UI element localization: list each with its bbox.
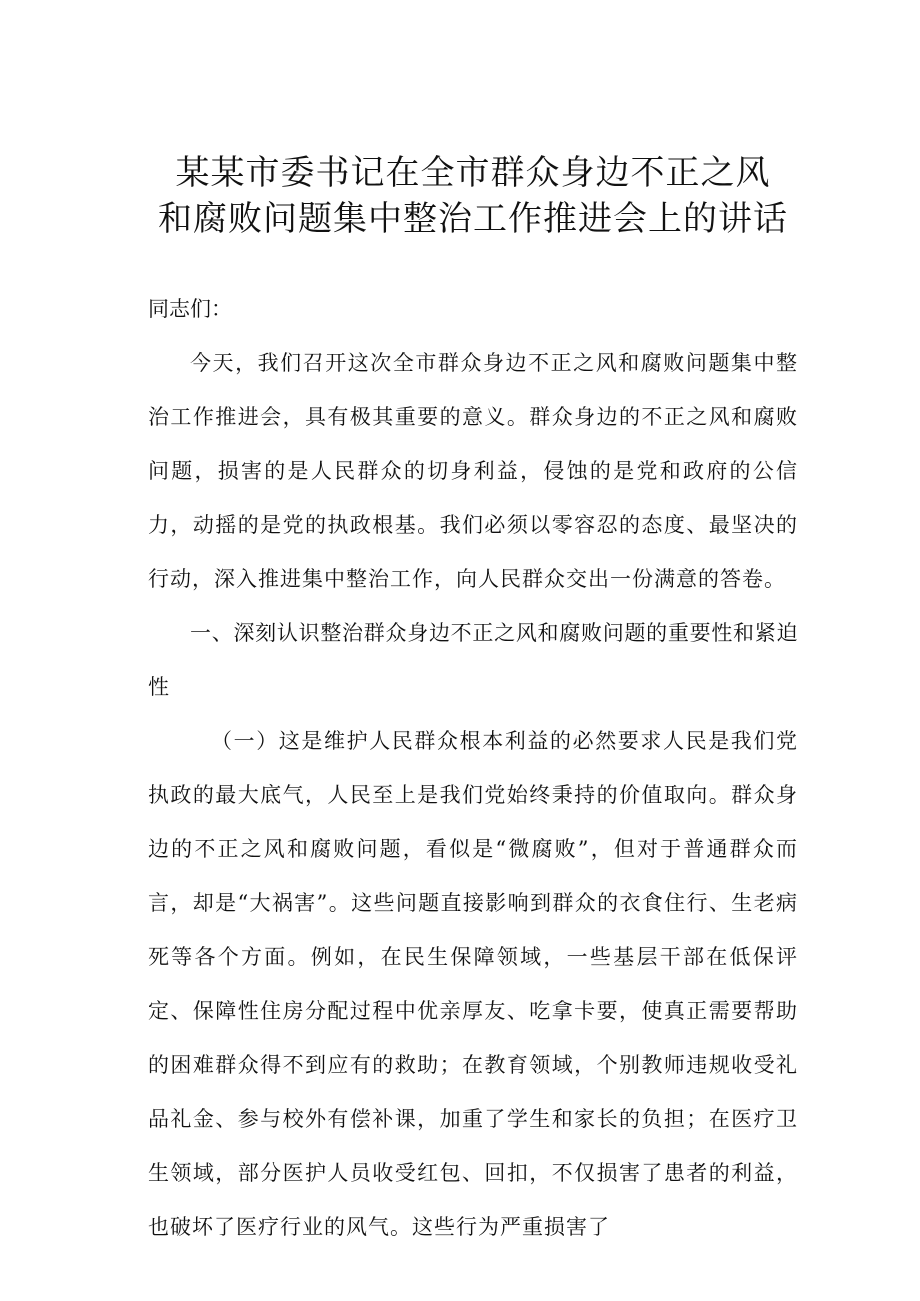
section-1-paragraph-1: （一）这是维护人民群众根本利益的必然要求人民是我们党执政的最大底气，人民至上是我们党始终秉持的价值取向。群众身边的不正之风和腐败问题，看似是“微腐败”，但对于普通群众而言，却是“大祸害”。这些问题直接影响到群众的衣食住行、生老病死等各个方面。例如，在民生保障领域，一些基层干部在低保评定、保障性住房分配过程中优亲厚友、吃拿卡要，使真正需要帮助的困难群众得不到应有的救助；在教育领域，个别教师违规收受礼品礼金、参与校外有偿补课，加重了学生和家长的负担；在医疗卫生领域，部分医护人员收受红包、回扣，不仅损害了患者的利益，也破坏了医疗行业的风气。这些行为严重损害了 (148, 729, 798, 1239)
section-heading-1: 一、深刻认识整治群众身边不正之风和腐败问题的重要性和紧迫性 (148, 621, 798, 699)
title-line-1: 某某市委书记在全市群众身边不正之风 (175, 153, 771, 193)
document-title (148, 150, 798, 242)
title-line-2: 和腐败问题集中整治工作推进会上的讲话 (158, 199, 788, 239)
intro-paragraph: 今天，我们召开这次全市群众身边不正之风和腐败问题集中整治工作推进会，具有极其重要的意义。群众身边的不正之风和腐败问题，损害的是人民群众的切身利益，侵蚀的是党和政府的公信力，动摇的是党的执政根基。我们必须以零容忍的态度、最坚决的行动，深入推进集中整治工作，向人民群众交出一份满意的答卷。 (148, 351, 798, 591)
greeting: 同志们： (148, 297, 232, 321)
document-page (148, 150, 798, 1254)
